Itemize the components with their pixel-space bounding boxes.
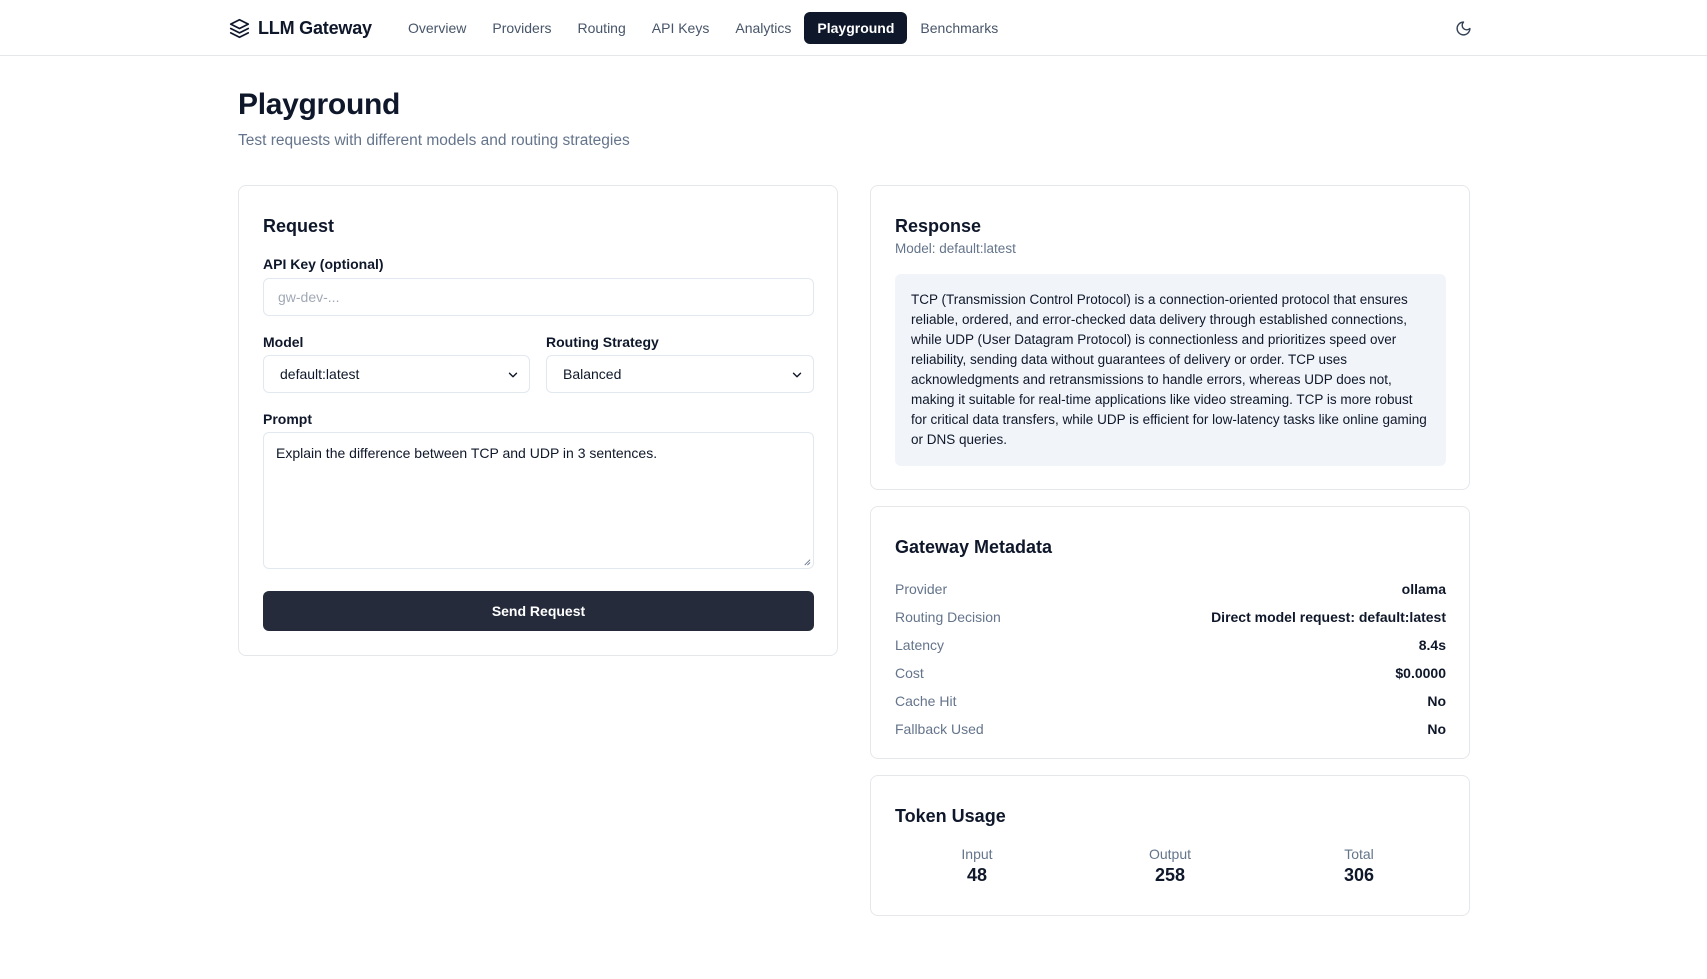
- send-request-button[interactable]: Send Request: [263, 591, 814, 631]
- metadata-row-cost: [895, 659, 1446, 687]
- metadata-key: Cache Hit: [895, 693, 957, 709]
- brand[interactable]: [229, 0, 372, 56]
- nav-item-benchmarks[interactable]: Benchmarks: [920, 20, 999, 36]
- metadata-list: [895, 575, 1446, 743]
- token-input-label: Input: [961, 846, 993, 862]
- nav-item-api-keys[interactable]: API Keys: [651, 20, 710, 36]
- metadata-value: No: [1427, 721, 1446, 737]
- metadata-key: Latency: [895, 637, 945, 653]
- moon-icon: [1455, 20, 1472, 37]
- metadata-value: ollama: [1401, 581, 1446, 597]
- token-total-value: 306: [1343, 865, 1375, 885]
- page-subtitle: Test requests with different models and routing strategies: [238, 132, 630, 149]
- model-select[interactable]: [263, 355, 530, 393]
- token-total-stat: [1299, 846, 1419, 886]
- chevron-down-icon: [790, 368, 804, 382]
- nav-item-overview[interactable]: Overview: [408, 20, 467, 36]
- nav-item-providers[interactable]: Providers: [492, 20, 552, 36]
- prompt-text: Explain the difference between TCP and UDP in 3 sentences.: [276, 445, 658, 461]
- request-card: [238, 185, 838, 656]
- chevron-down-icon: [506, 368, 520, 382]
- routing-strategy-value: Balanced: [563, 366, 622, 382]
- token-input-value: 48: [966, 865, 988, 885]
- response-model: Model: default:latest: [895, 241, 1016, 256]
- metadata-key: Provider: [895, 581, 948, 597]
- routing-strategy-select[interactable]: [546, 355, 814, 393]
- response-text: TCP (Transmission Control Protocol) is a connection-oriented protocol that ensures reliable, ordered, and error-checked data delivery through established connections, while UDP (User Datagram Protocol) is connectionless and prioritizes speed over reliability, sending data without guarantees of delivery or order. TCP uses acknowledgments and retransmissions to handle errors, whereas UDP does not, making it suitable for real-time applications like video streaming. TCP is more robust for critical data transfers, while UDP is efficient for low-latency tasks like online gaming or DNS queries.: [895, 274, 1446, 466]
- metadata-value: Direct model request: default:latest: [1211, 609, 1446, 625]
- token-usage-title: Token Usage: [895, 806, 1006, 826]
- app-name: LLM Gateway: [258, 17, 372, 38]
- layers-icon: [229, 18, 250, 39]
- gateway-metadata-card: [870, 506, 1470, 759]
- metadata-value: No: [1427, 693, 1446, 709]
- response-card-title: Response: [895, 216, 982, 236]
- metadata-key: Fallback Used: [895, 721, 984, 737]
- nav-item-playground[interactable]: Playground: [804, 12, 907, 44]
- prompt-label: Prompt: [263, 411, 312, 427]
- metadata-row-provider: [895, 575, 1446, 603]
- metadata-key: Routing Decision: [895, 609, 1001, 625]
- nav-item-routing[interactable]: Routing: [577, 20, 626, 36]
- token-output-value: 258: [1154, 865, 1186, 885]
- top-navigation-bar: [0, 0, 1707, 56]
- api-key-input[interactable]: [263, 278, 814, 316]
- metadata-key: Cost: [895, 665, 924, 681]
- prompt-textarea[interactable]: [263, 432, 814, 569]
- metadata-row-cache-hit: [895, 687, 1446, 715]
- model-label: Model: [263, 334, 304, 350]
- nav-item-analytics[interactable]: Analytics: [735, 20, 792, 36]
- response-card: [870, 185, 1470, 490]
- theme-toggle-button[interactable]: [1450, 15, 1476, 41]
- gateway-metadata-title: Gateway Metadata: [895, 537, 1053, 557]
- api-key-label: API Key (optional): [263, 256, 384, 272]
- page-title: Playground: [238, 88, 401, 121]
- resize-grip-icon[interactable]: [802, 557, 811, 566]
- metadata-row-fallback-used: [895, 715, 1446, 743]
- token-usage-card: [870, 775, 1470, 916]
- main-nav: [395, 12, 1011, 44]
- metadata-row-routing-decision: [895, 603, 1446, 631]
- metadata-row-latency: [895, 631, 1446, 659]
- token-input-stat: [917, 846, 1037, 886]
- token-output-stat: [1110, 846, 1230, 886]
- request-card-title: Request: [263, 216, 335, 236]
- routing-strategy-label: Routing Strategy: [546, 334, 659, 350]
- metadata-value: 8.4s: [1418, 637, 1446, 653]
- metadata-value: $0.0000: [1395, 665, 1446, 681]
- token-output-label: Output: [1148, 846, 1192, 862]
- model-select-value: default:latest: [280, 366, 360, 382]
- token-total-label: Total: [1344, 846, 1374, 862]
